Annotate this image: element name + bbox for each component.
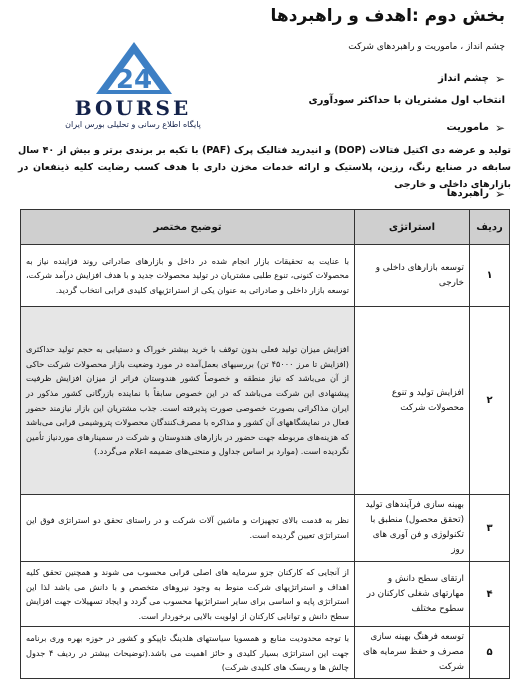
mission-text: تولید و عرضه دی اکتیل فتالات (DOP) و انیدرید فتالیک پرک (PAF) با تکیه بر برندی برتر و بیش از ۴۰ سال سابقه در صنایع رنگ، رزین، پلاستیک و ارائه خدمات مخزن داری با هدف کسب رضایت کلیه ذینفعان در بازارهای داخلی و خارجی xyxy=(18,145,511,190)
row-index: ۵ xyxy=(470,627,510,679)
table-header-row xyxy=(21,210,510,245)
row-description: با عنایت به تحقیقات بازار انجام شده در داخل و بازارهای صادراتی روند فزاینده نیاز به محصولات کنونی، تنوع طلبی مشتریان در تولید محصولات جدید و با هدف افزایش درآمد شرکت، توسعه بازار داخلی و صادراتی به عنوان یکی از استراتژیهای کلیدی قرابی انتخاب گردید. xyxy=(21,245,355,307)
row-strategy: توسعه فرهنگ بهینه سازی مصرف و حفظ سرمایه های شرکت xyxy=(355,627,470,679)
row-index: ۴ xyxy=(470,562,510,627)
table-row xyxy=(21,562,510,627)
row-strategy: ارتقای سطح دانش و مهارتهای شغلی کارکنان در سطوح مختلف xyxy=(355,562,470,627)
row-description: افزایش میزان تولید فعلی بدون توقف با خرید بیشتر خوراک و دستیابی به حجم تولید حداکثری (افزایش تا مرز ۴۵۰۰۰ تن) بررسیهای بعمل‌آمده در مورد وضعیت بازار محصولات شرکت حاکی از آن می‌باشد که نیاز منطقه و خصوصاً کشور هندوستان فراتر از میزان افزایش ظرفیت پیشنهادی این شرکت می‌باشد که در این خصوص سابقاً با نماینده بازرگانی کشور مذکور در ایران مذاکراتی بصورت خصوصی صورت پذیرفته است. جذب مشتریان این بازار نیازمند حضور فعال در نمایشگاههای آن کشور و مذاکره با مصرف‌کنندگان محصولات پتروشیمی قرابی می‌باشد که هزینه‌های مربوطه جهت حضور در بازارهای هندوستان و شرکت در سمینارهای موردنیاز تأمین نگردیده است. (موارد بر اساس جداول و منحنی‌های ضمیمه اعلام می‌گردد.) xyxy=(21,307,355,495)
mission-heading: ماموریت xyxy=(446,122,489,133)
row-index: ۳ xyxy=(470,495,510,562)
table-row xyxy=(21,495,510,562)
arrow-bullet-icon: ➢ xyxy=(494,121,505,135)
logo-triangle-icon xyxy=(94,40,174,96)
bourse24-logo xyxy=(44,40,222,130)
column-header-strategy: استراتژی xyxy=(355,210,470,245)
vision-heading: چشم انداز xyxy=(438,73,489,84)
column-header-description: توضیح مختصر xyxy=(21,210,355,245)
table-row xyxy=(21,307,510,495)
strategies-table xyxy=(20,209,510,679)
row-strategy: توسعه بازارهای داخلی و خارجی xyxy=(355,245,470,307)
row-strategy: افزایش تولید و تنوع محصولات شرکت xyxy=(355,307,470,495)
page-title: بخش دوم :اهدف و راهبردها xyxy=(270,6,505,26)
row-index: ۲ xyxy=(470,307,510,495)
arrow-bullet-icon: ➢ xyxy=(494,187,505,201)
column-header-index: ردیف xyxy=(470,210,510,245)
strategies-heading: راهبردها xyxy=(446,188,489,199)
arrow-bullet-icon: ➢ xyxy=(494,72,505,86)
row-index: ۱ xyxy=(470,245,510,307)
row-description: از آنجایی که کارکنان جزو سرمایه های اصلی قرابی محسوب می شوند و همچنین تحقق کلیه اهداف و استراتژیهای شرکت منوط به وجود نیروهای متخصص و با دانش می باشد لذا این استراتژی پایه و اساسی برای سایر استراتژیها محسوب می گردد و ایجاد تسهیلات جهت افزایش سطح دانش و توانایی کارکنان از اولویت بالایی برخوردار است. xyxy=(21,562,355,627)
row-description: با توجه محدودیت منابع و همسویا سیاستهای هلدینگ تاپیکو و کشور در حوزه بهره وری برنامه جهت این استراتژی بسیار کلیدی و حائز اهمیت می باشد.(توضیحات بیشتر در ردیف ۴ جدول چالش ها و ریسک های کلیدی شرکت) xyxy=(21,627,355,679)
logo-tagline: پایگاه اطلاع رسانی و تحلیلی بورس ایران xyxy=(65,120,201,129)
row-description: نظر به قدمت بالای تجهیزات و ماشین آلات شرکت و در راستای تحقق دو استراتژی فوق این استراتژی تعیین گردیده است. xyxy=(21,495,355,562)
breadcrumb: چشم انداز ، ماموریت و راهبردهای شرکت xyxy=(348,42,505,52)
vision-text: انتخاب اول مشتریان با حداکثر سودآوری xyxy=(308,95,505,106)
table-row xyxy=(21,627,510,679)
table-row xyxy=(21,245,510,307)
logo-number: 24 xyxy=(115,65,153,95)
row-strategy: بهینه سازی فرآیندهای تولید (تحقق محصول) منطبق با تکنولوژی و فن آوری های روز xyxy=(355,495,470,562)
logo-wordmark: BOURSE xyxy=(74,96,192,120)
